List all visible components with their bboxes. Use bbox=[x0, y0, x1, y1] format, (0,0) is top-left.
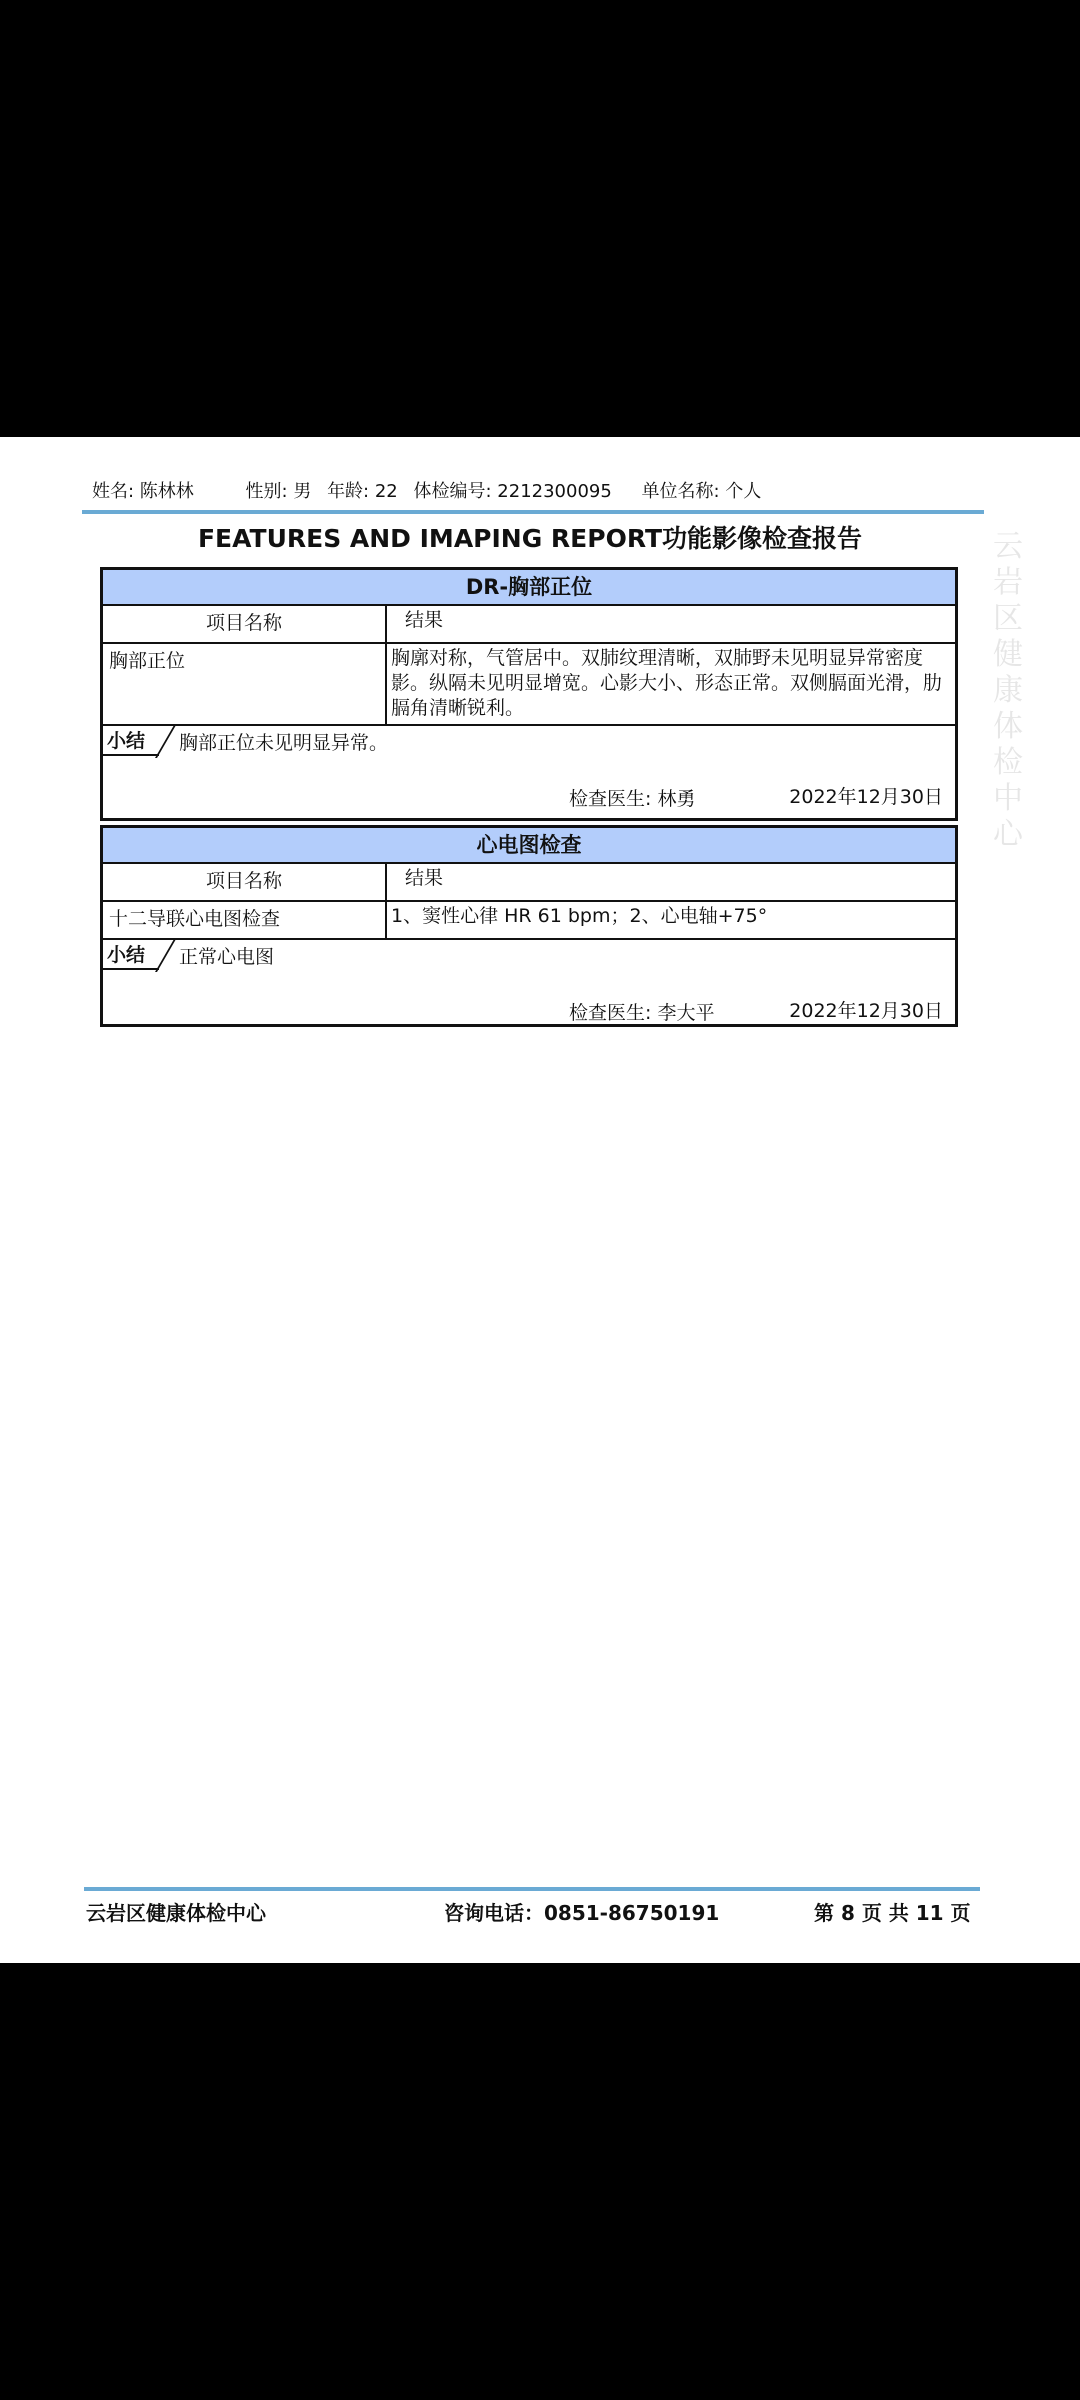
table-row bbox=[103, 644, 955, 726]
summary-label: 小结 bbox=[103, 726, 159, 756]
table-header-row bbox=[103, 606, 955, 644]
patient-gender: 性别: 男 bbox=[245, 481, 312, 502]
unit-name: 单位名称: 个人 bbox=[641, 481, 762, 502]
summary-text: 正常心电图 bbox=[179, 946, 275, 968]
doctor-name: 检查医生: 李大平 bbox=[569, 1002, 715, 1024]
section-ecg bbox=[100, 825, 958, 1027]
footer-phone: 咨询电话：0851-86750191 bbox=[444, 1901, 720, 1925]
patient-info-bar bbox=[92, 477, 992, 503]
footer-page-number: 第 8 页 共 11 页 bbox=[814, 1901, 971, 1925]
col-item-header: 项目名称 bbox=[103, 864, 387, 900]
exam-number: 体检编号: 2212300095 bbox=[413, 481, 612, 502]
table-header-row bbox=[103, 864, 955, 902]
doctor-name: 检查医生: 林勇 bbox=[569, 788, 696, 810]
exam-date: 2022年12月30日 bbox=[789, 786, 943, 808]
col-item-header: 项目名称 bbox=[103, 606, 387, 642]
section-title: 心电图检查 bbox=[103, 828, 955, 864]
exam-date: 2022年12月30日 bbox=[789, 1000, 943, 1022]
summary-label: 小结 bbox=[103, 940, 159, 970]
patient-name: 姓名: 陈林林 bbox=[92, 481, 194, 502]
section-dr-chest bbox=[100, 567, 958, 821]
section-title: DR-胸部正位 bbox=[103, 570, 955, 606]
summary-text: 胸部正位未见明显异常。 bbox=[179, 732, 389, 754]
watermark-text: 云岩区健康体检中心 bbox=[993, 529, 1023, 852]
patient-age: 年龄: 22 bbox=[327, 481, 398, 502]
row-item: 胸部正位 bbox=[103, 644, 387, 724]
row-result: 1、窦性心律 HR 61 bpm；2、心电轴+75° bbox=[391, 905, 768, 927]
col-result-header: 结果 bbox=[405, 609, 444, 631]
summary-block bbox=[103, 726, 955, 820]
row-item: 十二导联心电图检查 bbox=[103, 902, 387, 938]
footer-org: 云岩区健康体检中心 bbox=[86, 1901, 266, 1925]
summary-block bbox=[103, 940, 955, 1028]
header-rule bbox=[82, 510, 984, 514]
report-title: FEATURES AND IMAPING REPORT功能影像检查报告 bbox=[197, 524, 863, 553]
row-result: 胸廓对称，气管居中。双肺纹理清晰，双肺野未见明显异常密度影。纵隔未见明显增宽。心影大小、形态正常。双侧膈面光滑，肋膈角清晰锐利。 bbox=[391, 647, 943, 719]
col-result-header: 结果 bbox=[405, 867, 444, 889]
table-row bbox=[103, 902, 955, 940]
report-page bbox=[0, 437, 1080, 1963]
footer-rule bbox=[84, 1887, 980, 1891]
